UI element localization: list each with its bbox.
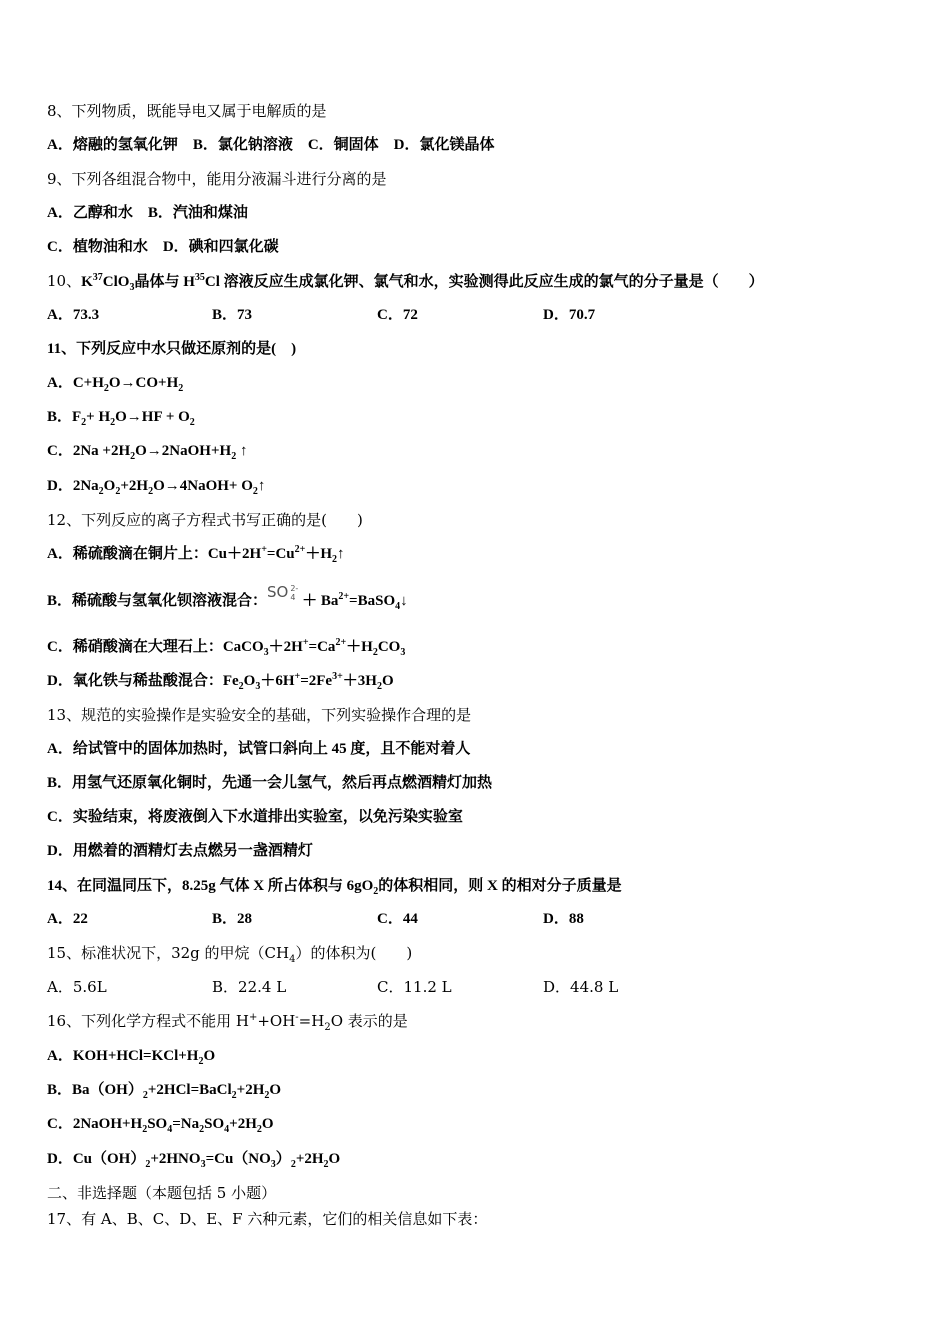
q11-stem: 11、下列反应中水只做还原剂的是( ) [47,341,297,357]
q11-option-a: A．$C+H_2O\to CO+H_2$ [47,375,184,394]
q16-option-d: D．$Cu(OH)_2+2HNO_3=Cu(NO_3)_2+2H_2O$ [47,1151,341,1170]
q11-option-c: C．$2Na +2H_2O\to 2NaOH+H_2$ ↑ [47,443,248,462]
q16-option-c: C．$2NaOH+H_2SO_4=Na_2SO_4+2H_2O$ [47,1116,274,1135]
q15-option-b: B．22.4 L [212,978,287,996]
q14-stem: 14、在同温同压下，8.25g 气体 X 所占体积与 $6gO_2$的体积相同，则 X 的相对分子质量是 [47,878,622,897]
q15-options [47,975,910,999]
q15-option-c: C．11.2 L [377,978,452,996]
q13-option-a: A．给试管中的固体加热时，试管口斜向上 45 度，且不能对着人 [47,741,471,757]
q9-stem: 9、下列各组混合物中，能用分液漏斗进行分离的是 [47,170,387,188]
q12-option-d: D．氧化铁与稀盐酸混合：$Fe_2O_3+6H^+=2Fe^{3+}+3H_2O$ [47,671,394,692]
q16-option-b: B．$Ba(OH)_2+2HCl=BaCl_2+2H_2O$ [47,1082,282,1101]
q15-stem: 15、标准状况下，32g 的甲烷$(CH_4)$的体积为( ) [47,944,413,965]
q12-stem: 12、下列反应的离子方程式书写正确的是( ) [47,511,363,529]
q15-option-a: A．5.6L [47,978,107,996]
q10-option-a: A．73.3 [47,307,100,323]
q10-option-c: C．72 [377,307,418,323]
q12-option-c: C．稀硝酸滴在大理石上：$CaCO_3+2H^+=Ca^{2+}+H_2CO_3$ [47,637,406,658]
q16-stem: 16、下列化学方程式不能用 $H^++OH^-=H_2O$ 表示的是 [47,1012,408,1033]
q17-stem: 17、有 A、B、C、D、E、F 六种元素，它们的相关信息如下表： [47,1210,488,1228]
q11-option-d: D．$2Na_2O_2+2H_2O\to 4NaOH+$ $O_2↑$ [47,478,266,497]
q14-option-b: B．28 [212,911,253,927]
q14-option-c: C．44 [377,911,418,927]
q13-stem: 13、规范的实验操作是实验安全的基础，下列实验操作合理的是 [47,706,472,724]
q16-option-a: A．$KOH+HCl=KCl+H_2O$ [47,1048,216,1067]
q9-options-row1: A．乙醇和水 B．汽油和煤油 [47,205,248,221]
q10-stem: 10、$K^{37}ClO_3$晶体与 $H^{35}Cl$ 溶液反应生成氯化钾、氯气和水，实验测得此反应生成的氯气的分子量是（ ） [47,272,764,293]
q8-stem: 8、下列物质，既能导电又属于电解质的是 [47,102,327,120]
q15-option-d: D．44.8 L [543,978,619,996]
q13-option-d: D．用燃着的酒精灯去点燃另一盏酒精灯 [47,843,313,859]
sulfate-ion-formula: SO 2- 4 [267,583,299,602]
section-title-nonchoice: 二、非选择题（本题包括 5 小题） [47,1184,277,1202]
q9-options-row2: C．植物油和水 D．碘和四氯化碳 [47,239,279,255]
q12-option-b: B．稀硫酸与氢氧化钡溶液混合：SO 2- $4 + Ba^{2+}=BaSO_4↓$ [47,583,408,612]
q8-options: A．熔融的氢氧化钾 B．氯化钠溶液 C．铜固体 D．氯化镁晶体 [47,137,495,153]
q11-option-b: B．$F_2+ H_2O\to HF + O_2$ [47,409,195,428]
q10-option-d: D．70.7 [543,307,596,323]
q14-option-a: A．22 [47,911,88,927]
q10-option-b: B．73 [212,307,253,323]
q13-option-c: C．实验结束，将废液倒入下水道排出实验室，以免污染实验室 [47,809,463,825]
q14-option-d: D．88 [543,911,584,927]
q14-options [47,907,910,931]
q13-option-b: B．用氢气还原氧化铜时，先通一会儿氢气，然后再点燃酒精灯加热 [47,775,493,791]
q12-option-a: A．稀硫酸滴在铜片上：$Cu+2H^+=Cu^{2+}+H_2↑$ [47,544,345,565]
q10-options [47,303,910,327]
